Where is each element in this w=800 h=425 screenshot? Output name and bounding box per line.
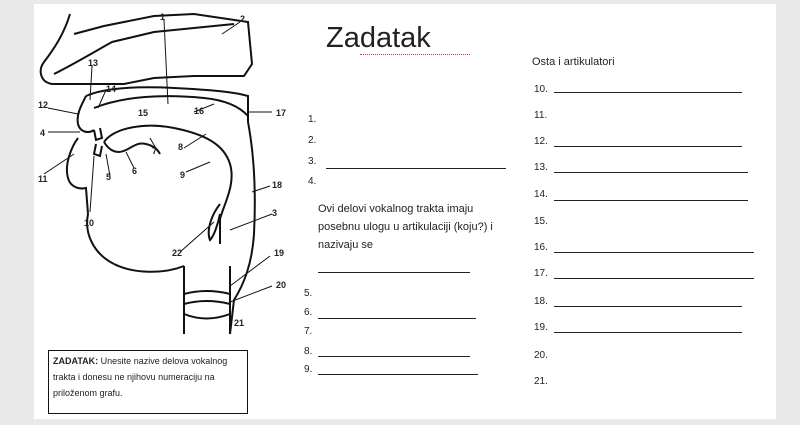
diagram-label-2: 2 bbox=[240, 14, 246, 24]
list-item-6: 6. bbox=[304, 307, 313, 318]
diagram-label-17: 17 bbox=[276, 108, 287, 118]
list-item-21: 21. bbox=[534, 376, 548, 387]
answer-line-8[interactable] bbox=[318, 356, 470, 357]
answer-line-6[interactable] bbox=[318, 318, 476, 319]
list-item-14: 14. bbox=[534, 189, 548, 200]
diagram-label-11: 11 bbox=[38, 174, 48, 184]
list-item-11: 11. bbox=[534, 110, 548, 121]
list-item-17: 17. bbox=[534, 268, 548, 279]
diagram-label-15: 15 bbox=[138, 108, 149, 118]
list-item-2: 2. bbox=[308, 135, 317, 146]
diagram-label-8: 8 bbox=[178, 142, 184, 152]
list-item-8: 8. bbox=[304, 346, 313, 357]
list-item-3: 3. bbox=[308, 156, 317, 167]
diagram-label-22: 22 bbox=[172, 248, 183, 258]
diagram-label-10: 10 bbox=[84, 218, 95, 228]
answer-line-12[interactable] bbox=[554, 146, 742, 147]
diagram-label-12: 12 bbox=[38, 100, 49, 110]
diagram-label-18: 18 bbox=[272, 180, 283, 190]
diagram-label-14: 14 bbox=[106, 84, 117, 94]
diagram-label-13: 13 bbox=[88, 58, 99, 68]
diagram-label-6: 6 bbox=[132, 166, 138, 176]
diagram-label-3: 3 bbox=[272, 208, 278, 218]
answer-line-16[interactable] bbox=[554, 252, 754, 253]
answer-line-13[interactable] bbox=[554, 172, 748, 173]
diagram-label-16: 16 bbox=[194, 106, 205, 116]
list-item-16: 16. bbox=[534, 242, 548, 253]
list-item-5: 5. bbox=[304, 288, 313, 299]
diagram-label-1: 1 bbox=[160, 12, 166, 22]
list-item-20: 20. bbox=[534, 350, 548, 361]
answer-line-special[interactable] bbox=[318, 272, 470, 273]
answer-line-9[interactable] bbox=[318, 374, 478, 375]
task-instructions-box bbox=[48, 350, 248, 414]
list-item-18: 18. bbox=[534, 296, 548, 307]
diagram-label-20: 20 bbox=[276, 280, 287, 290]
worksheet bbox=[34, 4, 776, 419]
spellcheck-underline bbox=[360, 54, 470, 55]
diagram-label-5: 5 bbox=[106, 172, 112, 182]
diagram-label-7: 7 bbox=[152, 146, 158, 156]
answer-line-17[interactable] bbox=[554, 278, 754, 279]
answer-line-3[interactable] bbox=[326, 168, 506, 169]
list-item-1: 1. bbox=[308, 114, 317, 125]
list-item-13: 13. bbox=[534, 162, 548, 173]
answer-line-18[interactable] bbox=[554, 306, 742, 307]
list-item-10: 10. bbox=[534, 84, 548, 95]
list-item-4: 4. bbox=[308, 176, 317, 187]
diagram-label-9: 9 bbox=[180, 170, 186, 180]
task-text: Unesite nazive delova vokalnog trakta i donesu ne njihovu numeraciju na priloženom grafu. bbox=[53, 356, 228, 398]
list-item-7: 7. bbox=[304, 326, 313, 337]
answer-line-19[interactable] bbox=[554, 332, 742, 333]
page-title: Zadatak bbox=[326, 22, 431, 54]
task-label: ZADATAK: bbox=[53, 356, 99, 366]
diagram-label-4: 4 bbox=[40, 128, 46, 138]
special-role-text: Ovi delovi vokalnog trakta imaju posebnu ulogu u artikulaciji (koju?) i nazivaju se bbox=[318, 203, 493, 251]
answer-line-14[interactable] bbox=[554, 200, 748, 201]
diagram-label-21: 21 bbox=[234, 318, 245, 328]
list-item-12: 12. bbox=[534, 136, 548, 147]
answer-line-10[interactable] bbox=[554, 92, 742, 93]
list-item-15: 15. bbox=[534, 216, 548, 227]
diagram-label-19: 19 bbox=[274, 248, 285, 258]
list-item-19: 19. bbox=[534, 322, 548, 333]
rest-articulators-title: Osta i artikulatori bbox=[532, 56, 615, 68]
list-item-9: 9. bbox=[304, 364, 313, 375]
